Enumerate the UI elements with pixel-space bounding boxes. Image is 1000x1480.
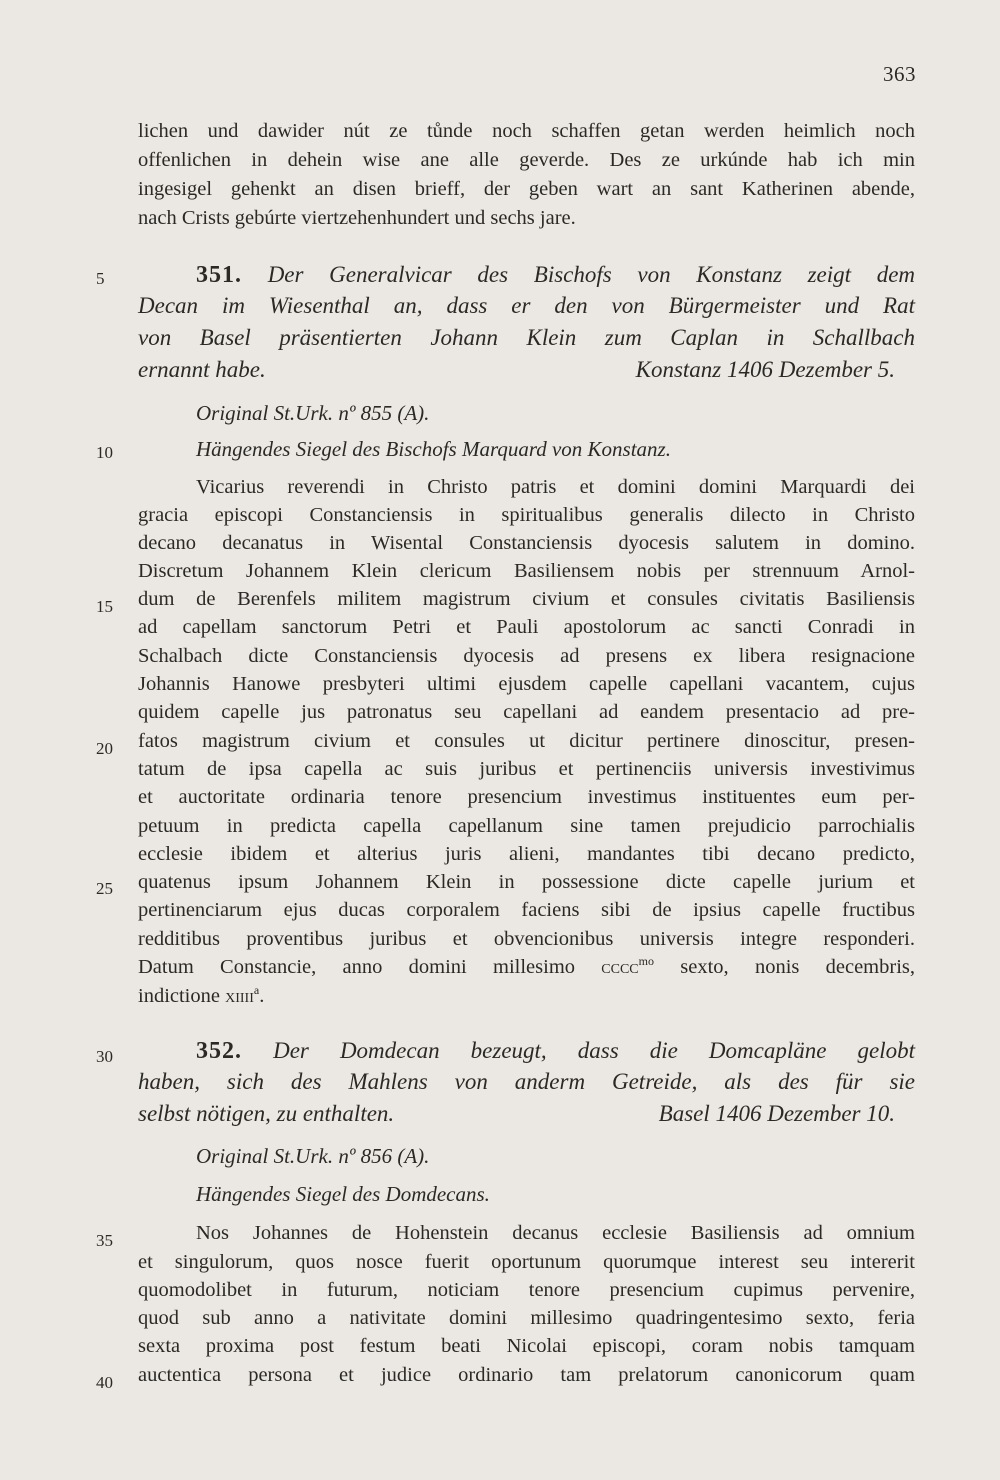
text-line: et singulorum, quos nosce fuerit oportunum quorumque interest seu intererit xyxy=(138,1251,915,1273)
doc-number: 352. xyxy=(196,1038,242,1064)
text-line: Johannis Hanowe presbyteri ultimi ejusdem capelle capellani vacantem, cujus xyxy=(138,673,915,695)
text-line: decano decanatus in Wisental Constanciensis dyocesis salutem in domino. xyxy=(138,532,915,554)
text-line: et auctoritate ordinaria tenore presencium investimus instituentes eum per- xyxy=(138,786,915,808)
doc-date: Basel 1406 Dezember 10. xyxy=(658,1101,895,1126)
doc-summary-line: haben, sich des Mahlens von anderm Getreide, als des für sie xyxy=(138,1069,915,1094)
line-number: 20 xyxy=(96,739,113,758)
doc-source: Original St.Urk. nº 856 (A). xyxy=(196,1144,430,1168)
indictione-text: indictione xyxy=(138,985,220,1007)
doc-date: Konstanz 1406 Dezember 5. xyxy=(635,357,895,382)
text-line: gracia episcopi Constanciensis in spiritualibus generalis dilecto in Christo xyxy=(138,504,915,526)
text-line: quidem capelle jus patronatus seu capellani ad eandem presentacio ad pre- xyxy=(138,701,915,723)
text-line: ad capellam sanctorum Petri et Pauli apostolorum ac sancti Conradi in xyxy=(138,616,915,638)
line-number: 5 xyxy=(96,269,105,288)
roman-numeral: cccc xyxy=(601,956,639,978)
text-line: Nos Johannes de Hohenstein decanus ecclesie Basiliensis ad omnium xyxy=(196,1222,915,1244)
text-line: Discretum Johannem Klein clericum Basiliensem nobis per strennuum Arnol- xyxy=(138,560,915,582)
superscript: mo xyxy=(638,954,654,969)
line-number: 15 xyxy=(96,597,113,616)
doc-summary-line: Der Generalvicar des Bischofs von Konstanz zeigt dem xyxy=(267,262,916,287)
doc-summary-line xyxy=(138,1099,895,1129)
text-line: nach Crists gebúrte viertzehenhundert und sechs jare. xyxy=(138,207,576,229)
text-line: auctentica persona et judice ordinario tam prelatorum canonicorum quam xyxy=(138,1364,915,1386)
text-line: quod sub anno a nativitate domini millesimo quadringentesimo sexto, feria xyxy=(138,1307,915,1329)
superscript: a xyxy=(253,983,260,998)
text-line: sexta proxima post festum beati Nicolai episcopi, coram nobis tamquam xyxy=(138,1335,915,1357)
doc-summary-end: ernannt habe. xyxy=(138,357,266,382)
text-line: dum de Berenfels militem magistrum civium et consules civitatis Basiliensis xyxy=(138,588,915,610)
text-line: offenlichen in dehein wise ane alle geverde. Des ze urkúnde hab ich min xyxy=(138,149,915,171)
indictione-text: . xyxy=(259,985,265,1007)
text-line: fatos magistrum civium et consules ut dicitur pertinere dinoscitur, presen- xyxy=(138,730,915,752)
doc-352-heading xyxy=(196,1036,915,1066)
text-line: ecclesie ibidem et alterius juris alieni, mandantes tibi decano predicto, xyxy=(138,843,915,865)
line-number: 30 xyxy=(96,1047,113,1066)
text-line: redditibus proventibus juribus et obvencionibus universis integre responderi. xyxy=(138,928,915,950)
page-number: 363 xyxy=(883,62,916,86)
text-line xyxy=(138,954,915,980)
doc-number: 351. xyxy=(196,262,242,288)
doc-summary-line: von Basel präsentierten Johann Klein zum Caplan in Schallbach xyxy=(138,325,915,350)
text-line xyxy=(138,983,915,1009)
doc-seal: Hängendes Siegel des Domdecans. xyxy=(196,1182,490,1206)
line-number: 25 xyxy=(96,879,113,898)
text-line: tatum de ipsa capella ac suis juribus et pertinenciis universis investivimus xyxy=(138,758,915,780)
doc-summary-line: Der Domdecan bezeugt, dass die Domcapläne gelobt xyxy=(273,1038,916,1063)
line-number: 10 xyxy=(96,443,113,462)
doc-seal: Hängendes Siegel des Bischofs Marquard von Konstanz. xyxy=(196,437,671,461)
datum-text: sexto, nonis decembris, xyxy=(680,956,916,978)
roman-numeral: xiiii xyxy=(225,985,254,1007)
text-line: Vicarius reverendi in Christo patris et domini domini Marquardi dei xyxy=(196,476,915,498)
text-line: Schalbach dicte Constanciensis dyocesis ad presens ex libera resignacione xyxy=(138,645,915,667)
text-line: petuum in predicta capella capellanum sine tamen prejudicio parrochialis xyxy=(138,815,915,837)
doc-summary-line xyxy=(138,355,895,385)
doc-summary-line: Decan im Wiesenthal an, dass er den von Bürgermeister und Rat xyxy=(138,293,915,318)
text-line: quatenus ipsum Johannem Klein in possessione dicte capelle jurium et xyxy=(138,871,915,893)
text-line: quomodolibet in futurum, noticiam tenore presencium cupimus pervenire, xyxy=(138,1279,915,1301)
doc-351-heading xyxy=(196,260,915,290)
doc-summary-end: selbst nötigen, zu enthalten. xyxy=(138,1101,395,1126)
line-number: 40 xyxy=(96,1373,113,1392)
doc-source: Original St.Urk. nº 855 (A). xyxy=(196,401,430,425)
text-line: ingesigel gehenkt an disen brieff, der geben wart an sant Katherinen abende, xyxy=(138,178,915,200)
text-line: pertinenciarum ejus ducas corporalem faciens sibi de ipsius capelle fructibus xyxy=(138,899,915,921)
datum-text: Datum Constancie, anno domini millesimo xyxy=(138,956,576,978)
text-line: lichen und dawider nút ze tůnde noch schaffen getan werden heimlich noch xyxy=(138,120,915,142)
line-number: 35 xyxy=(96,1231,113,1250)
